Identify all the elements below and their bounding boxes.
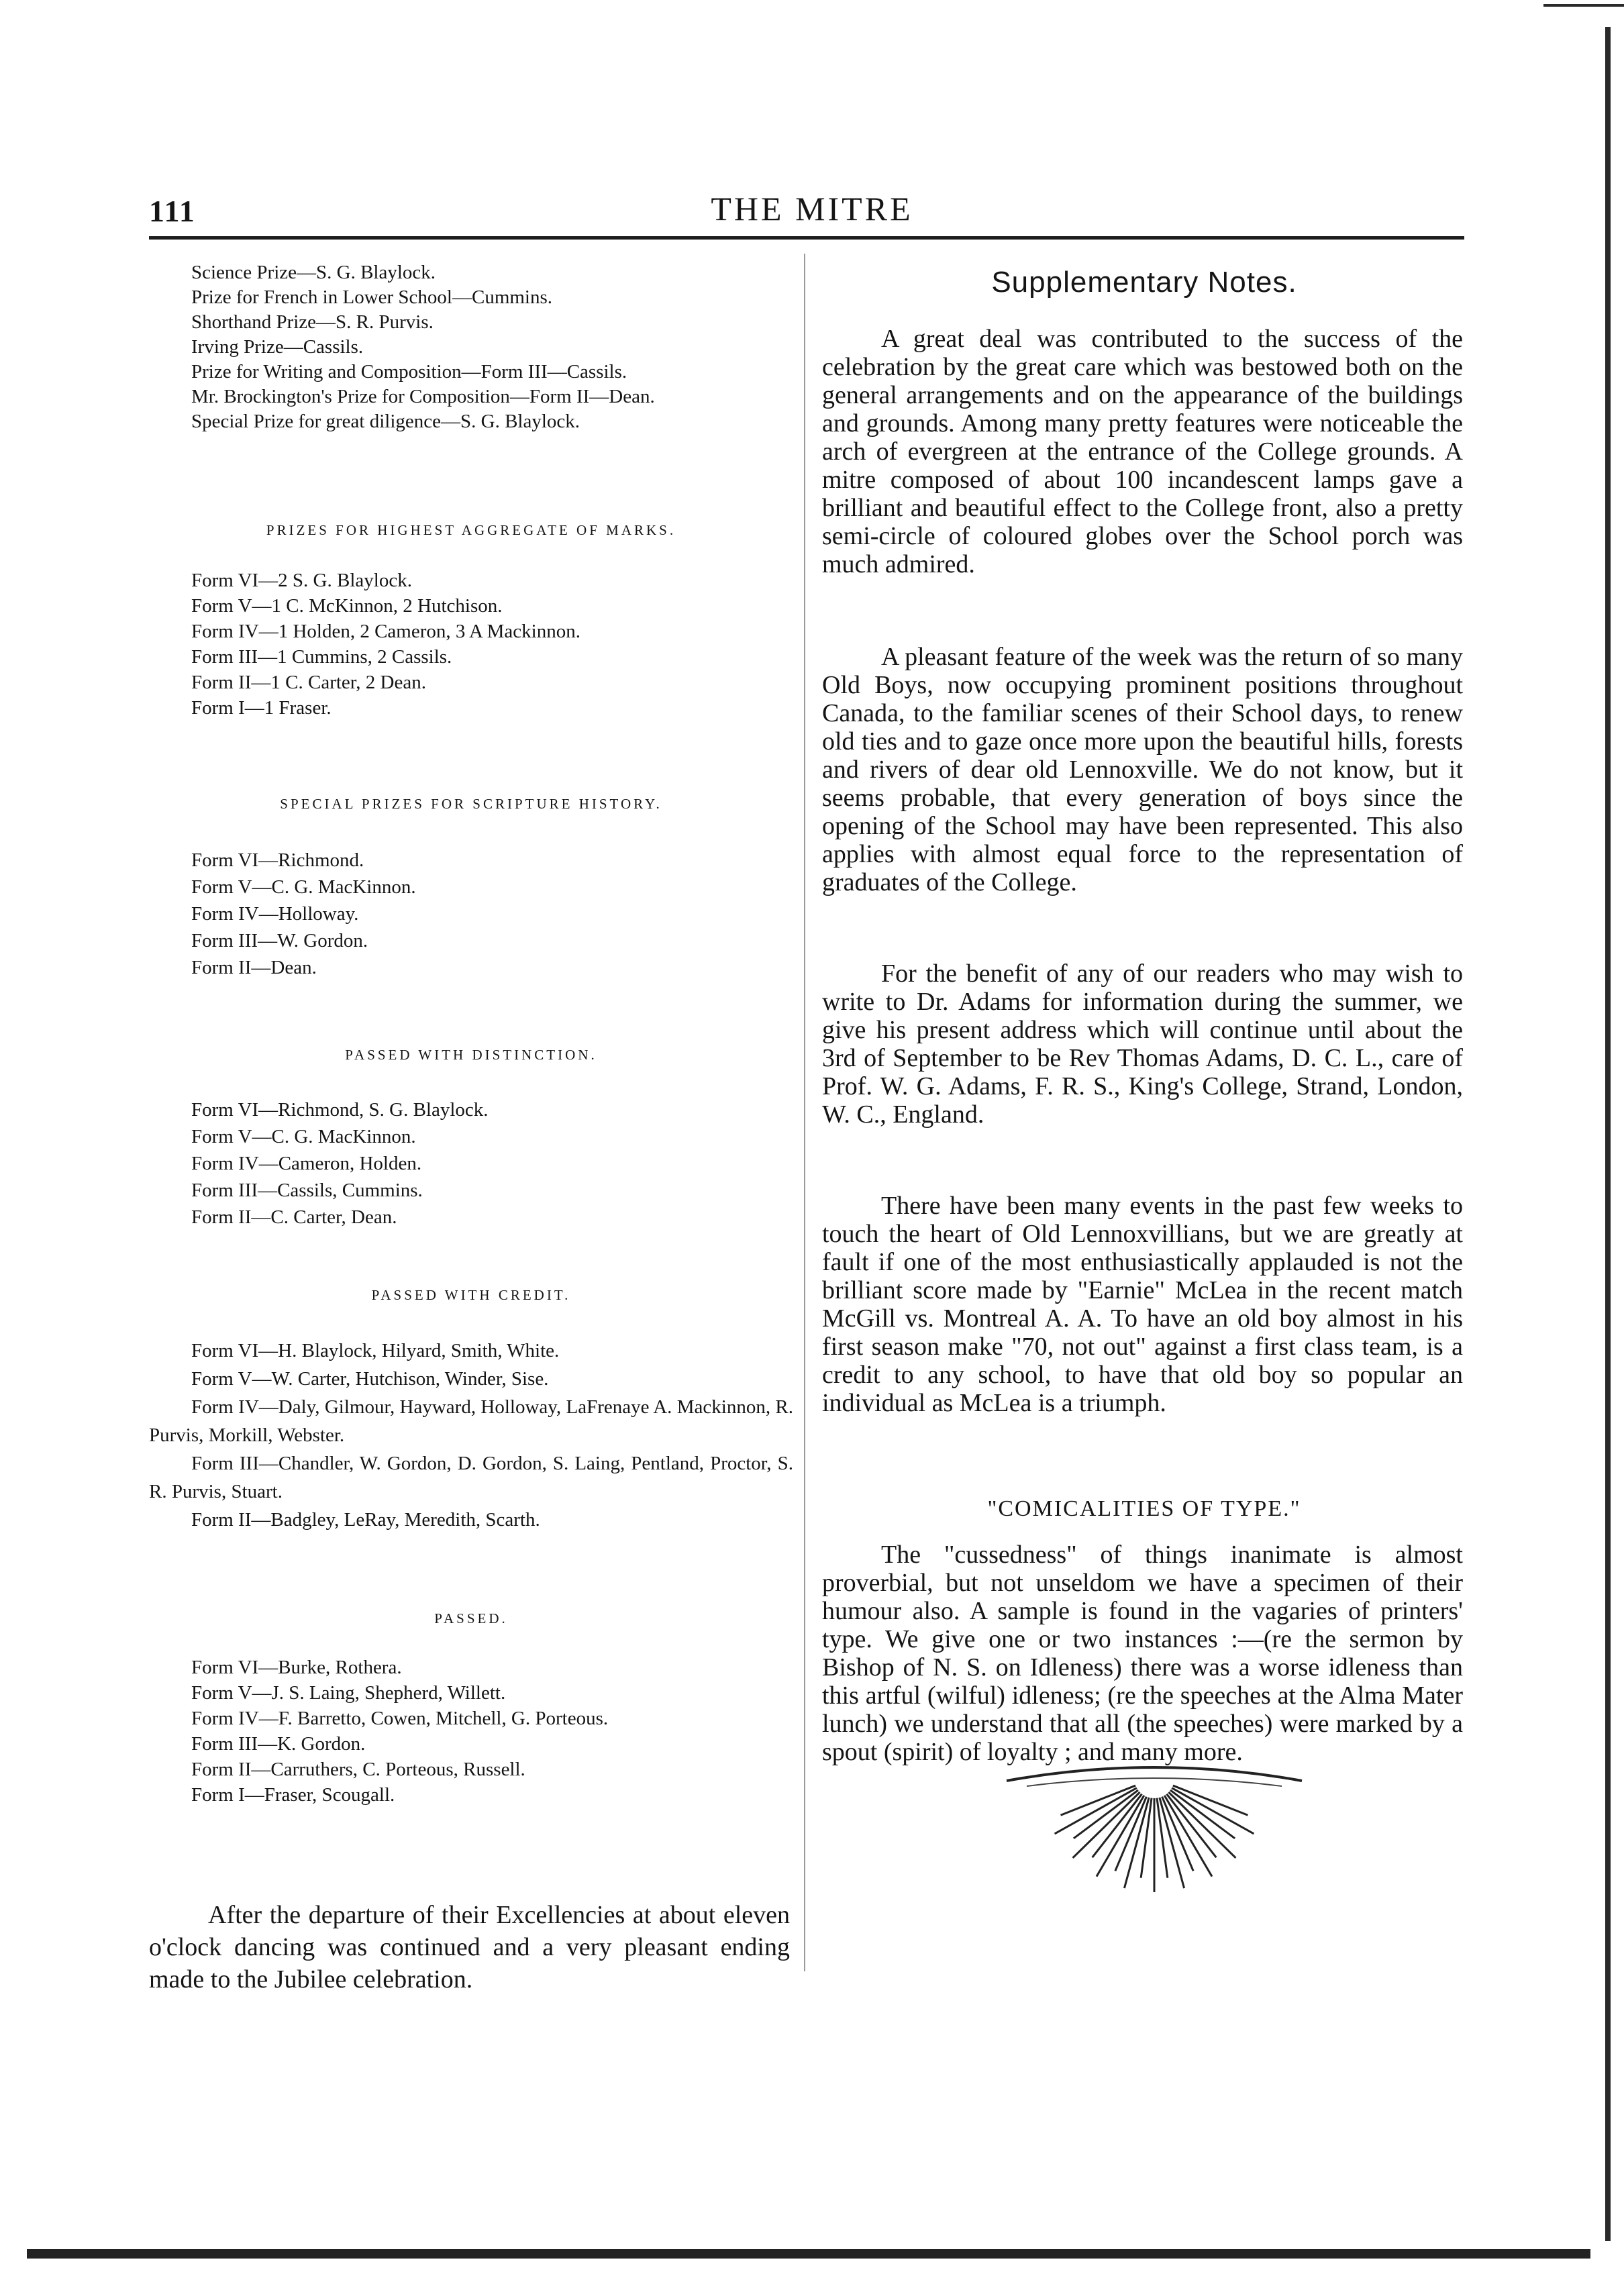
- section-title: Supplementary Notes.: [991, 266, 1297, 299]
- list-item: Form IV—1 Holden, 2 Cameron, 3 A Mackinnon.: [191, 621, 580, 642]
- list-item: Form VI—2 S. G. Blaylock.: [191, 570, 412, 591]
- masthead-title: THE MITRE: [711, 190, 913, 227]
- header-rule: [149, 236, 1464, 240]
- list-item: Form III—Cassils, Cummins.: [191, 1180, 423, 1201]
- page-edge-shadow: [1605, 27, 1611, 2241]
- list-item: Form II—Carruthers, C. Porteous, Russell.: [191, 1759, 525, 1780]
- prize-list: [191, 260, 795, 434]
- column-divider: [804, 254, 805, 1971]
- list-item: Form I—Fraser, Scougall.: [191, 1784, 395, 1806]
- list-item: Form IV—Daly, Gilmour, Hayward, Holloway, LaFrenaye A. Mackinnon, R. Purvis, Morkill, Webster.: [149, 1396, 793, 1446]
- aggregate-list: [191, 568, 795, 721]
- ornament-ray: [1168, 1792, 1235, 1858]
- list-item: Form III—1 Cummins, 2 Cassils.: [191, 646, 452, 668]
- list-item: Form II—1 C. Carter, 2 Dean.: [191, 672, 426, 693]
- list-item: Special Prize for great diligence—S. G. Blaylock.: [191, 411, 580, 432]
- distinction-list: [191, 1096, 795, 1231]
- ornament-ray: [1164, 1796, 1212, 1877]
- list-item: Prize for Writing and Composition—Form III—Cassils.: [191, 361, 627, 382]
- list-item: Form VI—Richmond, S. G. Blaylock.: [191, 1099, 489, 1121]
- paragraph: A pleasant feature of the week was the return of so many Old Boys, now occupying prominent positions throughout Canada, to the familiar scenes of their School days, to renew old ties and to gaze once more upon the beautiful hills, forests and rivers of dear old Lennoxville. We do not know, but it seems probable, that every generation of boys since the opening of the School may have been represented. This also applies with almost equal force to the representation of graduates of the College.: [822, 643, 1463, 896]
- list-item: Shorthand Prize—S. R. Purvis.: [191, 311, 434, 333]
- sunburst-ornament-icon: [1000, 1758, 1309, 1892]
- list-item: Form IV—F. Barretto, Cowen, Mitchell, G. Porteous.: [191, 1708, 609, 1729]
- paragraph: For the benefit of any of our readers who may wish to write to Dr. Adams for information during the summer, we give his present address which will continue until about the 3rd of September to be Rev Thomas Adams, D. C. L., care of Prof. W. G. Adams, F. R. S., King's College, Strand, London, W. C., England.: [822, 960, 1463, 1129]
- list-item: Form V—C. G. MacKinnon.: [191, 1126, 416, 1147]
- list-item: Form VI—Burke, Rothera.: [191, 1657, 402, 1678]
- paragraph: A great deal was contributed to the success of the celebration by the great care which was bestowed both on the general arrangements and on the appearance of the buildings and grounds. Among many pretty features were noticeable the arch of evergreen at the entrance of the College grounds. A mitre composed of about 100 incandescent lamps gave a brilliant and beautiful effect to the College front, also a pretty semi-circle of coloured globes over the School porch was much admired.: [822, 325, 1463, 578]
- ornament-ray: [1073, 1792, 1140, 1858]
- scripture-list: [191, 847, 795, 981]
- section-heading: PASSED.: [434, 1610, 508, 1626]
- list-item: Form III—W. Gordon.: [191, 930, 368, 951]
- list-item: Form II—C. Carter, Dean.: [191, 1206, 397, 1228]
- list-item: Form I—1 Fraser.: [191, 697, 332, 719]
- passed-list: [191, 1655, 795, 1808]
- list-item: Form V—1 C. McKinnon, 2 Hutchison.: [191, 595, 503, 617]
- ornament-ray: [1097, 1796, 1144, 1877]
- paragraph: The "cussedness" of things inanimate is almost proverbial, but not unseldom we have a specimen of their humour also. A sample is found in the vagaries of printers' type. We give one or two instances :—(re the sermon by Bishop of N. S. on Idleness) there was a worse idleness than this artful (wilful) idleness; (re the speeches at the Alma Mater lunch) we understand that all (the speeches) were marked by a spout (spirit) of loyalty ; and many more.: [822, 1541, 1463, 1766]
- list-item: Form IV—Holloway.: [191, 903, 359, 925]
- section-heading: PASSED WITH DISTINCTION.: [345, 1047, 597, 1063]
- bottom-edge-rule: [27, 2249, 1590, 2259]
- list-item: Irving Prize—Cassils.: [191, 336, 364, 358]
- section-heading: PRIZES FOR HIGHEST AGGREGATE OF MARKS.: [266, 522, 676, 538]
- ornament-ray: [1172, 1788, 1254, 1834]
- list-item: Form II—Badgley, LeRay, Meredith, Scarth.: [191, 1509, 540, 1531]
- list-item: Form III—K. Gordon.: [191, 1733, 366, 1755]
- list-item: Form V—C. G. MacKinnon.: [191, 876, 416, 898]
- paragraph: There have been many events in the past few weeks to touch the heart of Old Lennoxvillians, but we are greatly at fault if one of the most enthusiastically applauded is not the brilliant score made by "Earnie" McLea in the recent match McGill vs. Montreal A. A. To have an old boy almost in his first season make "70, not out" against a first class team, is a credit to any school, to have that old boy so popular an individual as McLea is a triumph.: [822, 1192, 1463, 1417]
- section-heading: SPECIAL PRIZES FOR SCRIPTURE HISTORY.: [280, 796, 662, 812]
- list-item: Form V—J. S. Laing, Shepherd, Willett.: [191, 1682, 506, 1704]
- list-item: Form VI—H. Blaylock, Hilyard, Smith, White.: [191, 1340, 560, 1361]
- top-edge-rule: [1543, 4, 1624, 7]
- list-item: Science Prize—S. G. Blaylock.: [191, 262, 436, 283]
- list-item: Form VI—Richmond.: [191, 849, 364, 871]
- list-item: Prize for French in Lower School—Cummins.: [191, 287, 553, 308]
- credit-list: [149, 1337, 793, 1534]
- list-item: Form V—W. Carter, Hutchison, Winder, Sise.: [191, 1368, 549, 1390]
- section-heading: PASSED WITH CREDIT.: [371, 1287, 571, 1303]
- list-item: Form II—Dean.: [191, 957, 317, 978]
- closing-paragraph: After the departure of their Excellencies at about eleven o'clock dancing was continued and a very pleasant ending made to the Jubilee celebration.: [149, 1901, 790, 1994]
- list-item: Form III—Chandler, W. Gordon, D. Gordon, S. Laing, Pentland, Proctor, S. R. Purvis, Stuart.: [149, 1453, 793, 1502]
- list-item: Mr. Brockington's Prize for Composition—Form II—Dean.: [191, 386, 655, 407]
- subsection-heading: "COMICALITIES OF TYPE.": [987, 1496, 1301, 1521]
- page-number: 111: [149, 194, 196, 228]
- ornament-ray: [1055, 1788, 1137, 1834]
- list-item: Form IV—Cameron, Holden.: [191, 1153, 422, 1174]
